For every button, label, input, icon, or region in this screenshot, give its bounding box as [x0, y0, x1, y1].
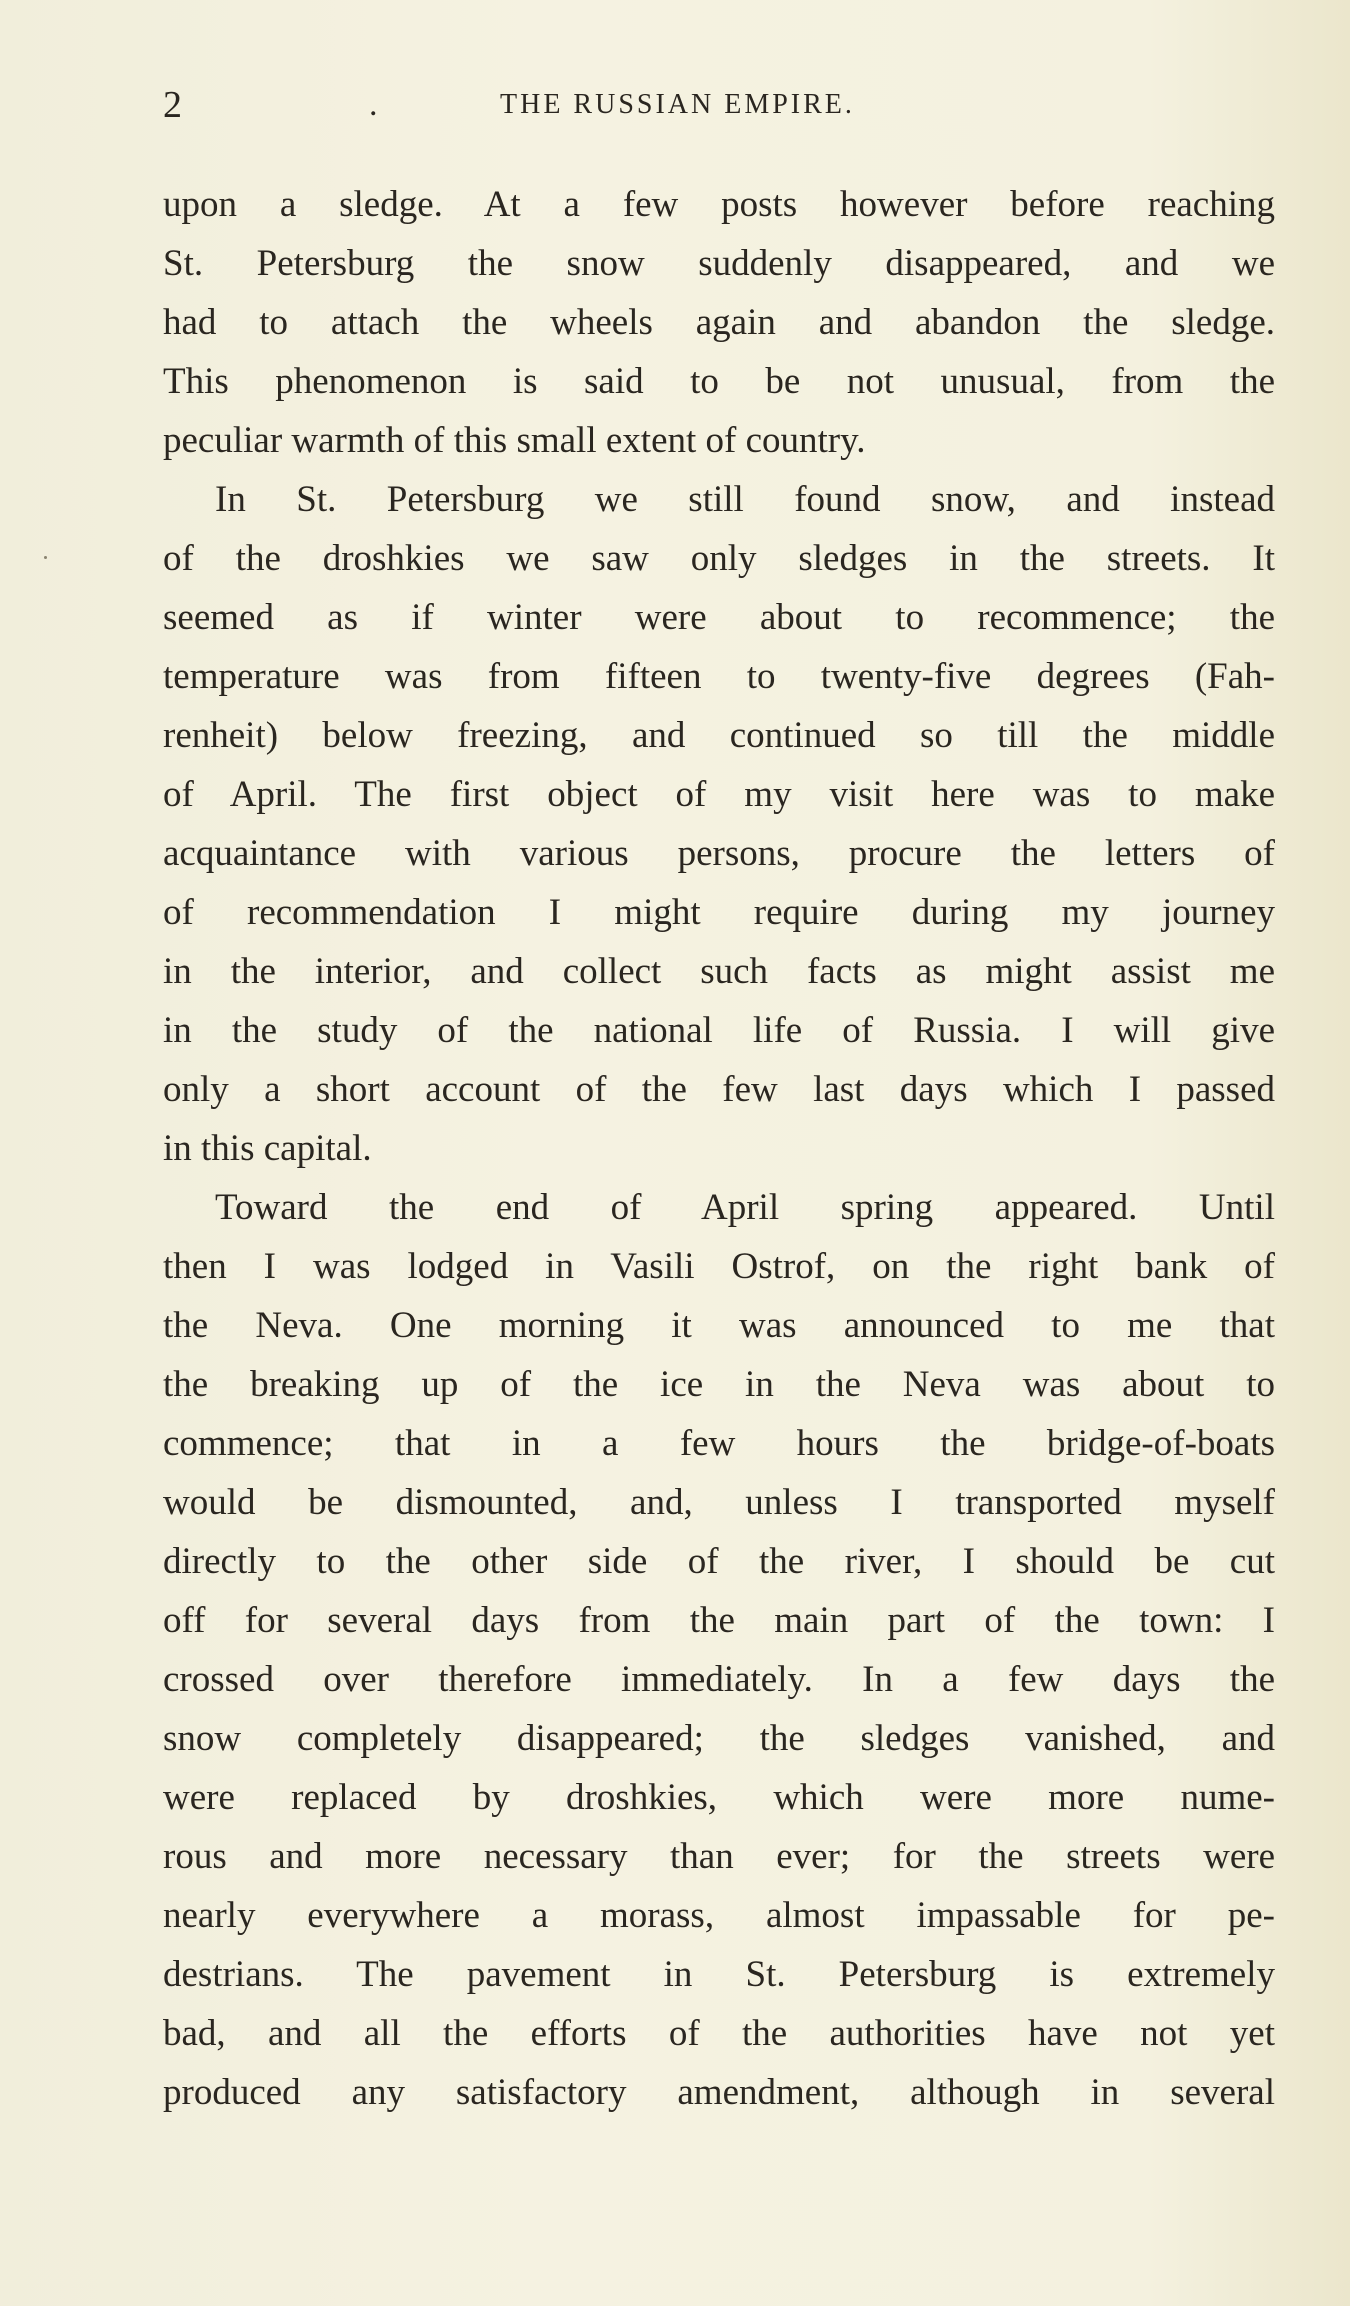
text-line: the Neva. One morning it was announced to me that	[163, 1305, 1275, 1346]
body-text	[163, 175, 1275, 2122]
text-line: of April. The first object of my visit here was to make	[163, 774, 1275, 815]
text-line: were replaced by droshkies, which were more nume-	[163, 1777, 1275, 1818]
text-line: had to attach the wheels again and abandon the sledge.	[163, 302, 1275, 343]
text-line: would be dismounted, and, unless I transported myself	[163, 1482, 1275, 1523]
text-line: In St. Petersburg we still found snow, and instead	[215, 479, 1275, 520]
text-line: bad, and all the efforts of the authorities have not yet	[163, 2013, 1275, 2054]
running-head: THE RUSSIAN EMPIRE.	[500, 89, 855, 120]
text-line: in the study of the national life of Russia. I will give	[163, 1010, 1275, 1051]
text-line: temperature was from fifteen to twenty-five degrees (Fah-	[163, 656, 1275, 697]
page-header	[163, 80, 1273, 130]
text-line: of the droshkies we saw only sledges in the streets. It	[163, 538, 1275, 579]
header-separator: .	[369, 86, 378, 123]
text-line: peculiar warmth of this small extent of country.	[163, 420, 866, 461]
text-line: directly to the other side of the river, I should be cut	[163, 1541, 1275, 1582]
text-line: the breaking up of the ice in the Neva was about to	[163, 1364, 1275, 1405]
text-line: produced any satisfactory amendment, although in several	[163, 2072, 1275, 2113]
text-line: in this capital.	[163, 1128, 372, 1169]
text-line: renheit) below freezing, and continued so till the middle	[163, 715, 1275, 756]
text-line: of recommendation I might require during my journey	[163, 892, 1275, 933]
text-line: only a short account of the few last days which I passed	[163, 1069, 1275, 1110]
text-line: upon a sledge. At a few posts however before reaching	[163, 184, 1275, 225]
text-line: seemed as if winter were about to recommence; the	[163, 597, 1275, 638]
text-line: destrians. The pavement in St. Petersburg is extremely	[163, 1954, 1275, 1995]
text-line: Toward the end of April spring appeared. Until	[215, 1187, 1275, 1228]
text-line: off for several days from the main part of the town: I	[163, 1600, 1275, 1641]
text-line: in the interior, and collect such facts as might assist me	[163, 951, 1275, 992]
text-line: St. Petersburg the snow suddenly disappeared, and we	[163, 243, 1275, 284]
text-line: then I was lodged in Vasili Ostrof, on the right bank of	[163, 1246, 1275, 1287]
text-line: This phenomenon is said to be not unusual, from the	[163, 361, 1275, 402]
text-line: commence; that in a few hours the bridge-of-boats	[163, 1423, 1275, 1464]
page-number: 2	[163, 84, 182, 126]
text-line: nearly everywhere a morass, almost impassable for pe-	[163, 1895, 1275, 1936]
text-line: rous and more necessary than ever; for the streets were	[163, 1836, 1275, 1877]
text-line: acquaintance with various persons, procure the letters of	[163, 833, 1275, 874]
margin-speck	[44, 556, 47, 559]
text-line: snow completely disappeared; the sledges vanished, and	[163, 1718, 1275, 1759]
text-line: crossed over therefore immediately. In a few days the	[163, 1659, 1275, 1700]
